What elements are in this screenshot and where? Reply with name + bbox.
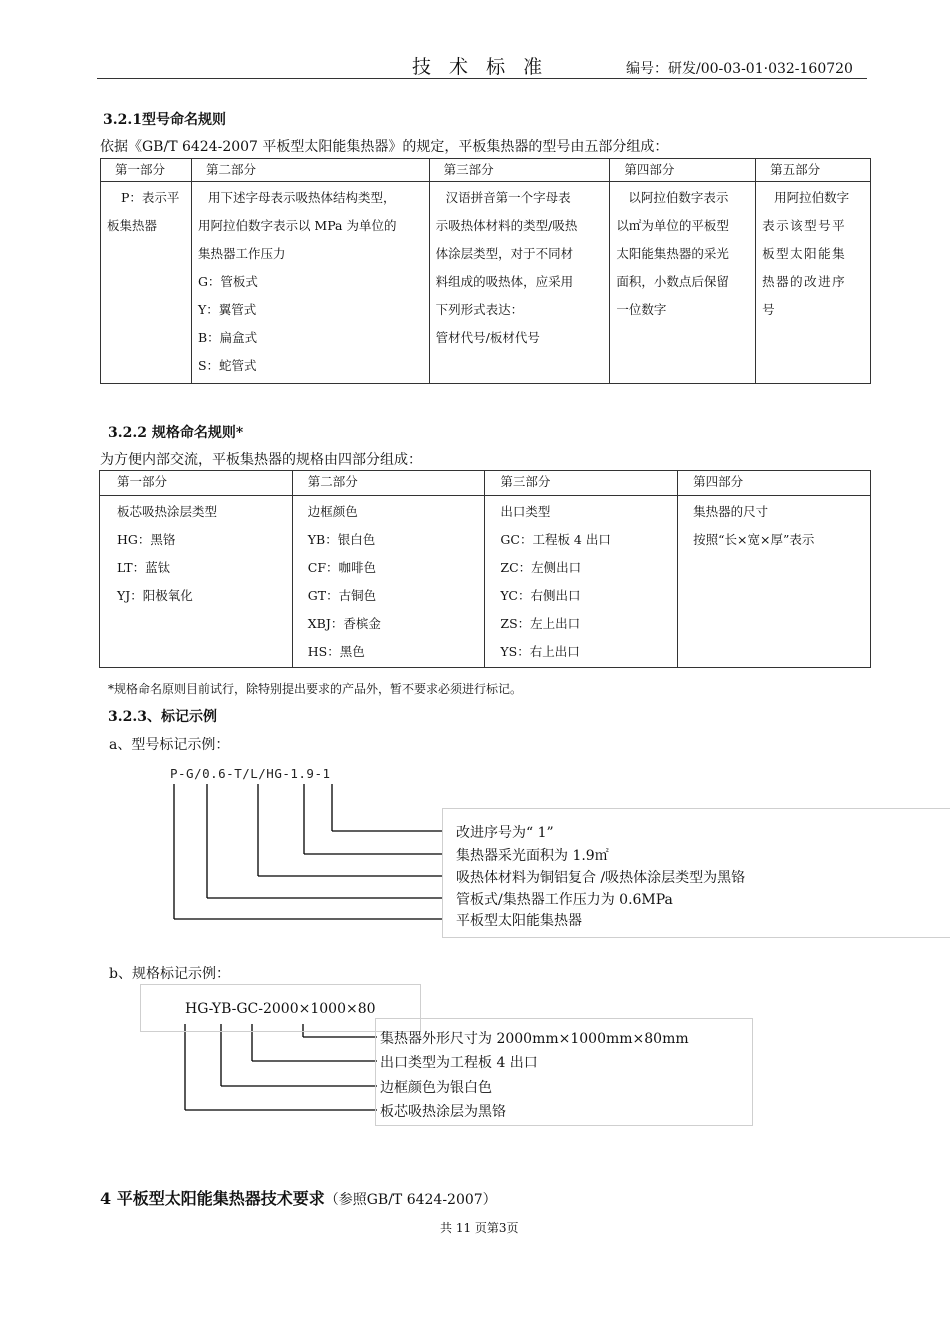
spec-annotation-item: 板芯吸热涂层为黑铬 xyxy=(380,1104,506,1120)
model-annotation-item: 改进序号为“ 1” xyxy=(456,825,554,841)
spec-annotation-item: 出口类型为工程板 4 出口 xyxy=(380,1055,538,1071)
cell-line: XBJ：香槟金 xyxy=(307,616,381,631)
cell-line: 料组成的吸热体，应采用 xyxy=(435,274,574,289)
cell-line: 集热器工作压力 xyxy=(197,246,286,261)
model-annotation-item: 吸热体材料为铜铝复合 /吸热体涂层类型为黑铬 xyxy=(456,870,746,886)
page-number: 共 11 页第3页 xyxy=(440,1221,519,1235)
cell-line: 边框颜色 xyxy=(307,504,358,519)
model-code-example: P-G/0.6-T/L/HG-1.9-1 xyxy=(170,766,331,781)
table-header-cell: 第五部分 xyxy=(756,159,871,182)
table-header-cell: 第三部分 xyxy=(485,471,678,496)
cell-line: 用阿拉伯数字表示以 MPa 为单位的 xyxy=(197,218,397,233)
cell-line: ZC：左侧出口 xyxy=(500,560,582,575)
cell-line: 体涂层类型，对于不同材 xyxy=(435,246,574,261)
cell-line: 以㎡为单位的平板型 xyxy=(616,218,729,233)
model-annotation-item: 平板型太阳能集热器 xyxy=(456,913,582,929)
cell-line: 号 xyxy=(762,302,775,317)
cell-line: 出口类型 xyxy=(500,504,551,519)
spec-rule-footnote: *规格命名原则目前试行，除特别提出要求的产品外，暂不要求必须进行标记。 xyxy=(108,682,523,696)
table-header-cell: 第二部分 xyxy=(292,471,485,496)
cell-line: LT：蓝钛 xyxy=(117,560,171,575)
section-4-title: 4 平板型太阳能集热器技术要求 xyxy=(100,1189,325,1208)
cell-line: 一位数字 xyxy=(616,302,667,317)
table-header-cell: 第四部分 xyxy=(610,159,756,182)
table-header-cell: 第一部分 xyxy=(101,159,192,182)
cell-line: 用下述字母表示吸热体结构类型， xyxy=(207,190,396,205)
cell-line: Y：翼管式 xyxy=(197,302,257,317)
section-3-2-2-intro: 为方便内部交流，平板集热器的规格由四部分组成： xyxy=(100,452,422,468)
cell-line: B：扁盒式 xyxy=(197,330,258,345)
cell-line: 热器的改进序 xyxy=(762,274,847,289)
table-header-cell: 第四部分 xyxy=(678,471,871,496)
cell-line: 表示该型号平 xyxy=(762,218,847,233)
document-code: 编号：研发/00-03-01·032-160720 xyxy=(626,61,853,77)
cell-line: YS：右上出口 xyxy=(500,644,580,659)
cell-line: 以阿拉伯数字表示 xyxy=(628,190,729,205)
spec-annotation-item: 集热器外形尺寸为 2000mm×1000mm×80mm xyxy=(380,1031,689,1047)
cell-line: 汉语拼音第一个字母表 xyxy=(445,190,571,205)
cell-line: G：管板式 xyxy=(197,274,258,289)
spec-annotation-item: 边框颜色为银白色 xyxy=(380,1080,492,1096)
cell-line: 下列形式表达： xyxy=(435,302,524,317)
cell-line: 板集热器 xyxy=(107,218,158,233)
cell-line: 集热器的尺寸 xyxy=(693,504,769,519)
cell-line: YC：右侧出口 xyxy=(500,588,581,603)
cell-line: GT：古铜色 xyxy=(307,588,377,603)
cell-line: S：蛇管式 xyxy=(197,358,257,373)
cell-line: 太阳能集热器的采光 xyxy=(616,246,729,261)
cell-line: YJ：阳极氧化 xyxy=(117,588,193,603)
cell-line: 管材代号/板材代号 xyxy=(435,330,540,345)
cell-line: P：表示平 xyxy=(121,190,180,205)
cell-line: 用阿拉伯数字 xyxy=(774,190,850,205)
table-header-cell: 第三部分 xyxy=(429,159,610,182)
section-3-2-2-title: 3.2.2 规格命名规则* xyxy=(108,425,244,441)
cell-line: 面积，小数点后保留 xyxy=(616,274,729,289)
model-example-label: a、型号标记示例： xyxy=(109,737,230,753)
cell-line: HG：黑铬 xyxy=(117,532,176,547)
cell-line: ZS：左上出口 xyxy=(500,616,581,631)
table-header-cell: 第一部分 xyxy=(100,471,293,496)
section-3-2-1-intro: 依据《GB/T 6424-2007 平板型太阳能集热器》的规定，平板集热器的型号由五部分组成： xyxy=(100,139,669,155)
model-annotation-item: 集热器采光面积为 1.9㎡ xyxy=(456,848,609,864)
spec-code-example: HG-YB-GC-2000×1000×80 xyxy=(185,1001,376,1017)
cell-line: 示吸热体材料的类型/吸热 xyxy=(435,218,578,233)
cell-line: CF：咖啡色 xyxy=(307,560,376,575)
cell-line: 板芯吸热涂层类型 xyxy=(117,504,218,519)
spec-example-label: b、规格标记示例： xyxy=(109,966,230,982)
cell-line: HS：黑色 xyxy=(307,644,365,659)
cell-line: GC：工程板 4 出口 xyxy=(500,532,611,547)
section-3-2-1-title: 3.2.1型号命名规则 xyxy=(103,112,226,128)
model-annotation-item: 管板式/集热器工作压力为 0.6MPa xyxy=(456,892,673,908)
section-4-heading xyxy=(100,1186,497,1209)
cell-line: YB：银白色 xyxy=(307,532,376,547)
cell-line: 板型太阳能集 xyxy=(762,246,847,261)
cell-line: 按照“长×宽×厚”表示 xyxy=(693,532,815,547)
document-header-title: 技 术 标 准 xyxy=(412,56,549,78)
section-4-reference: （参照GB/T 6424-2007） xyxy=(324,1192,497,1208)
section-3-2-3-title: 3.2.3、标记示例 xyxy=(108,709,217,725)
table-header-cell: 第二部分 xyxy=(191,159,429,182)
